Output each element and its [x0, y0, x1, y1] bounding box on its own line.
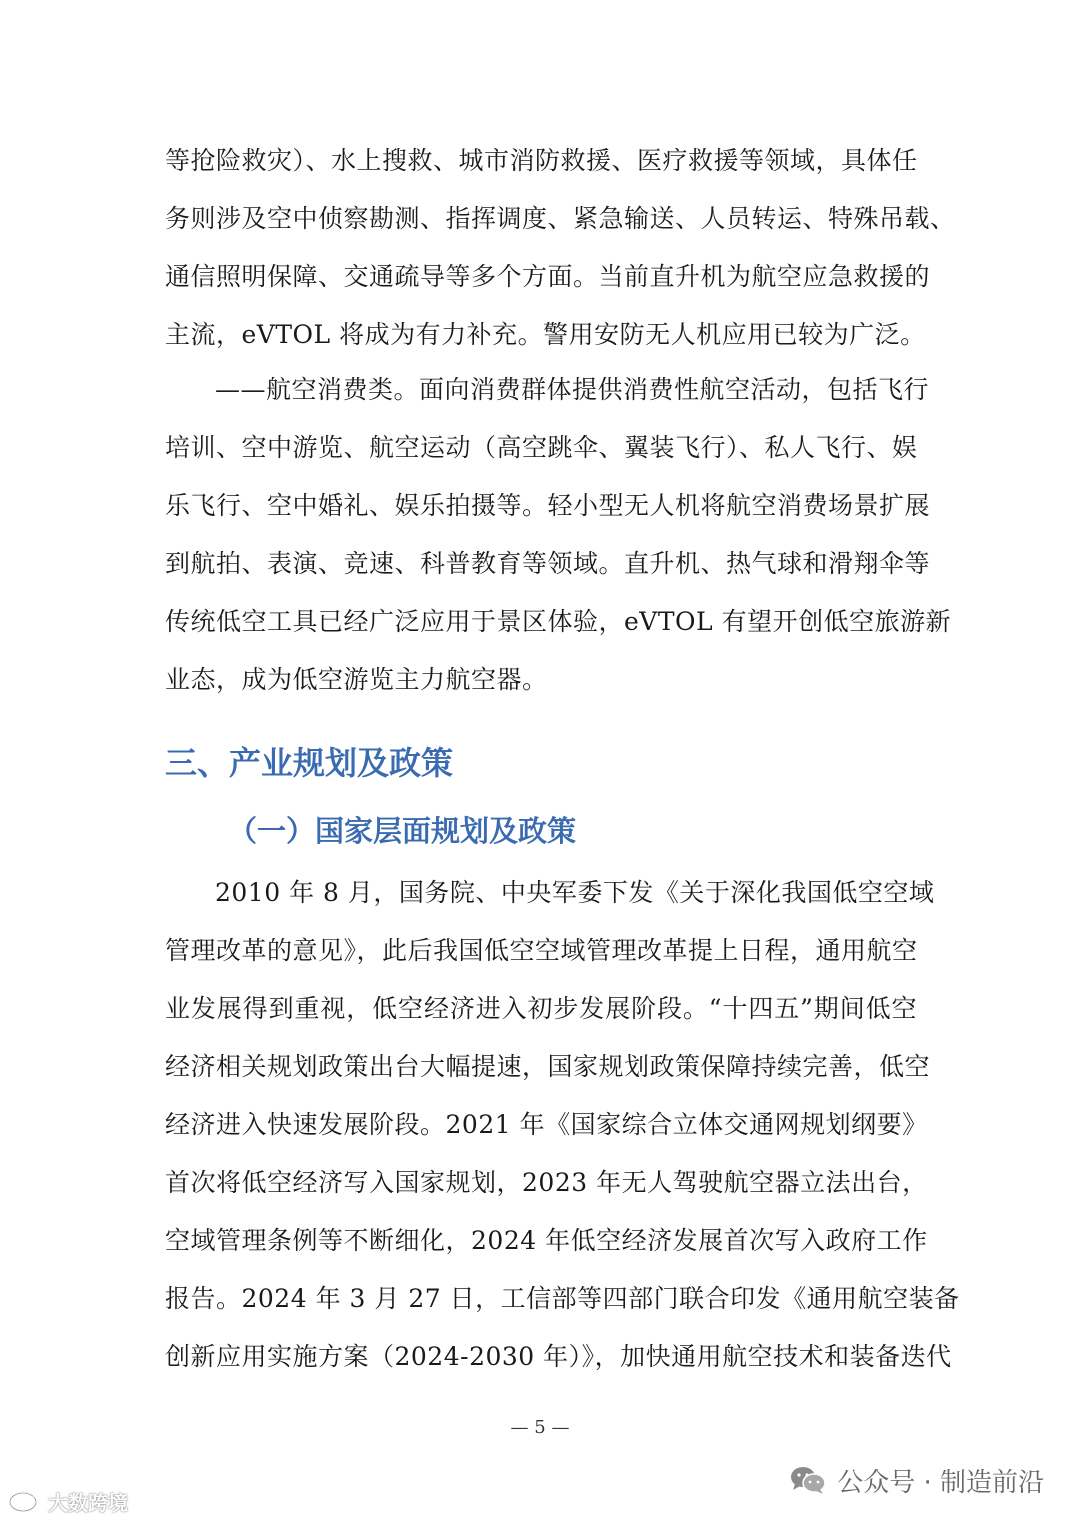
paragraph-aviation-consumption — [165, 361, 952, 709]
text-line: 创新应用实施方案（2024-2030 年）》，加快通用航空技术和装备迭代 — [165, 1342, 952, 1371]
text-line: 经济相关规划政策出台大幅提速，国家规划政策保障持续完善，低空 — [165, 1052, 931, 1081]
text-line: 经济进入快速发展阶段。2021 年《国家综合立体交通网规划纲要》 — [165, 1110, 928, 1139]
watermark-right — [789, 1456, 1044, 1504]
paragraph-emergency-rescue — [165, 132, 956, 364]
text-line: 乐飞行、空中婚礼、娱乐拍摄等。轻小型无人机将航空消费场景扩展 — [165, 491, 931, 520]
watermark-left-text: 大数跨境 — [48, 1490, 128, 1515]
text-line: 业发展得到重视，低空经济进入初步发展阶段。“十四五”期间低空 — [165, 994, 917, 1023]
wechat-icon — [789, 1464, 827, 1496]
paragraph-national-policy — [165, 864, 960, 1386]
text-line: 通信照明保障、交通疏导等多个方面。当前直升机为航空应急救援的 — [165, 262, 931, 291]
text-line: 业态，成为低空游览主力航空器。 — [165, 665, 548, 694]
text-line: 传统低空工具已经广泛应用于景区体验，eVTOL 有望开创低空旅游新 — [165, 607, 952, 636]
subsection-heading: （一）国家层面规划及政策 — [228, 814, 577, 848]
watermark-right-text: 公众号 · 制造前沿 — [837, 1467, 1044, 1498]
watermark-left — [8, 1484, 128, 1518]
text-line: 到航拍、表演、竞速、科普教育等领域。直升机、热气球和滑翔伞等 — [165, 549, 931, 578]
page-number: — 5 — — [510, 1417, 570, 1438]
text-line: 等抢险救灾）、水上搜救、城市消防救援、医疗救援等领域，具体任 — [165, 146, 918, 175]
section-heading: 三、产业规划及政策 — [165, 744, 454, 782]
weibo-icon — [8, 1485, 42, 1518]
text-line: 首次将低空经济写入国家规划，2023 年无人驾驶航空器立法出台， — [165, 1168, 928, 1197]
text-line: 空域管理条例等不断细化，2024 年低空经济发展首次写入政府工作 — [165, 1226, 928, 1255]
text-line: 2010 年 8 月，国务院、中央军委下发《关于深化我国低空空域 — [215, 878, 935, 907]
text-line: 培训、空中游览、航空运动（高空跳伞、翼装飞行）、私人飞行、娱 — [165, 433, 918, 462]
text-line: ——航空消费类。面向消费群体提供消费性航空活动，包括飞行 — [215, 375, 930, 404]
text-line: 管理改革的意见》，此后我国低空空域管理改革提上日程，通用航空 — [165, 936, 918, 965]
text-line: 务则涉及空中侦察勘测、指挥调度、紧急输送、人员转运、特殊吊载、 — [165, 204, 956, 233]
text-line: 报告。2024 年 3 月 27 日，工信部等四部门联合印发《通用航空装备 — [165, 1284, 960, 1313]
text-line: 主流，eVTOL 将成为有力补充。警用安防无人机应用已较为广泛。 — [165, 320, 926, 349]
